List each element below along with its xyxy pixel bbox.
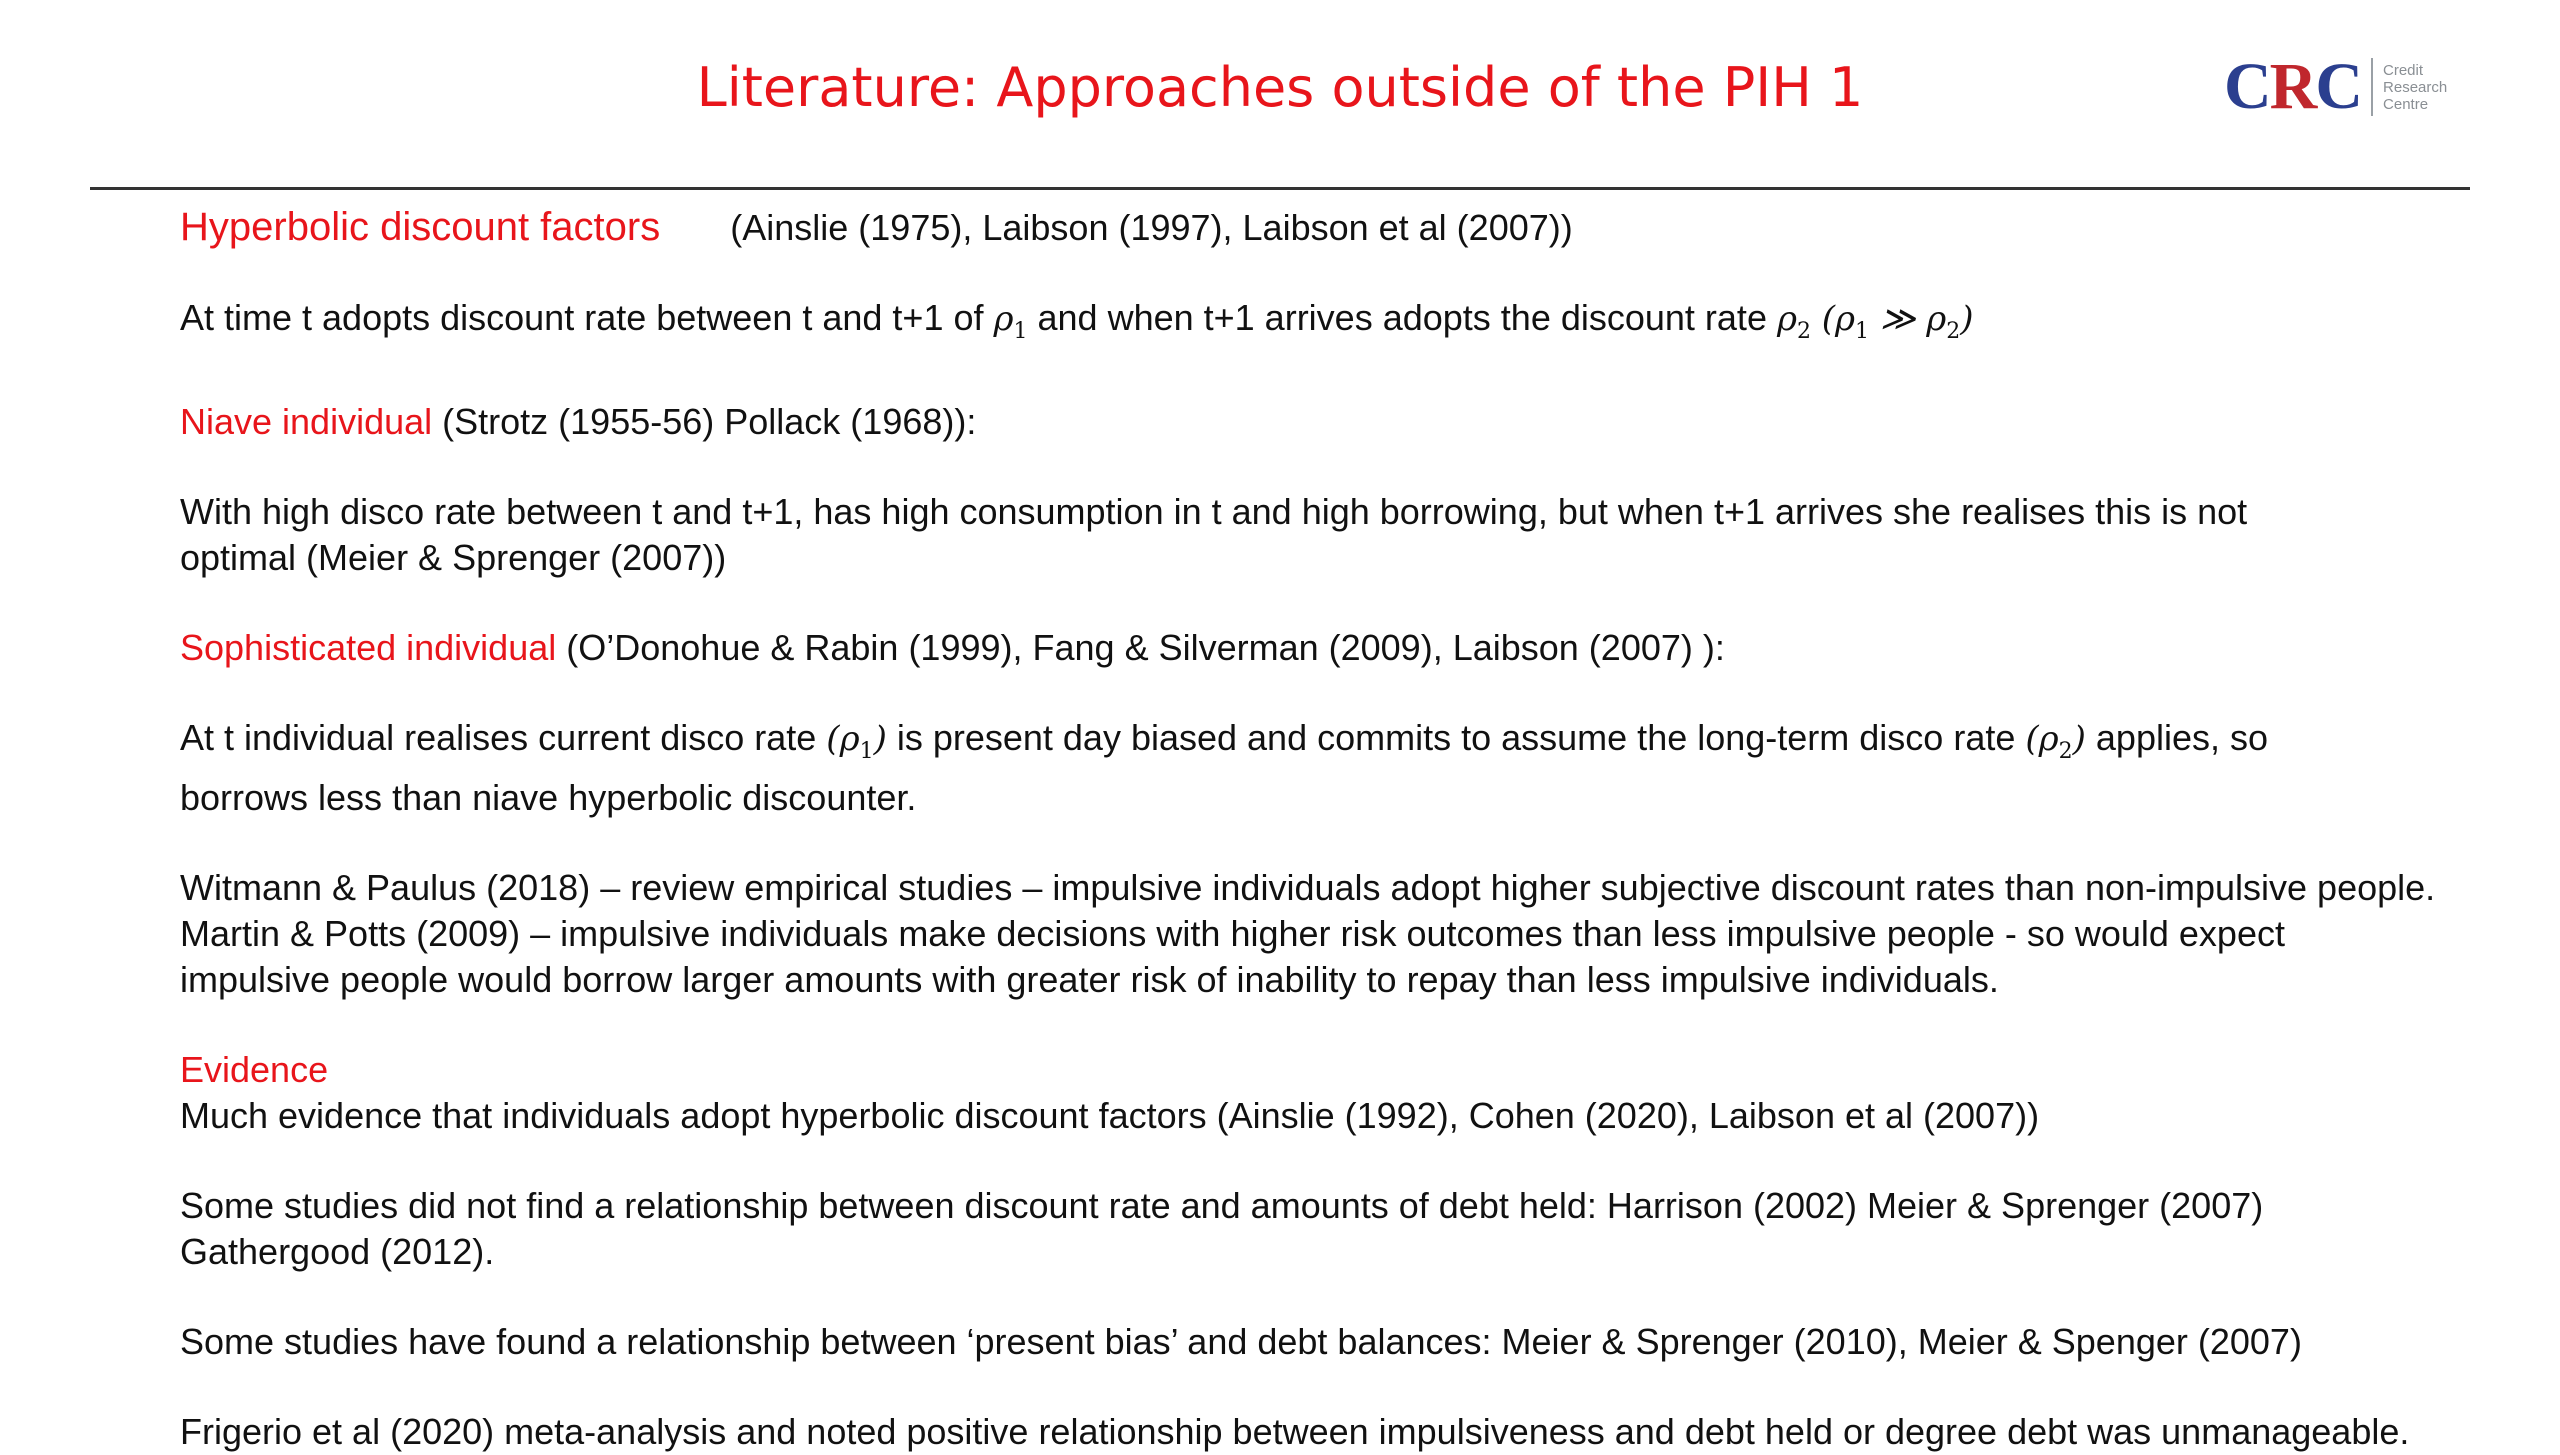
hyperbolic-heading-line [180, 204, 2540, 251]
naive-heading: Niave individual [180, 400, 433, 442]
naive-heading-line [180, 399, 2540, 445]
sophisticated-text-line-2: borrows less than niave hyperbolic discounter. [180, 776, 917, 818]
crc-logo [2224, 52, 2447, 122]
discount-rate-line: At time t adopts discount rate between t and t+1 of $\rho_1$ and when t+1 arrives adopts the discount rate $\rho_2$ ($\rho_1$ ≫ $\rho_2$) [180, 297, 1974, 344]
title-divider [90, 187, 2470, 190]
hyperbolic-heading: Hyperbolic discount factors [180, 205, 661, 249]
rho1-symbol: $(\rho_1)$ [826, 718, 887, 764]
impulsive-line-1: Witmann & Paulus (2018) – review empirical studies – impulsive individuals adopt higher subjective discount rates than non-impulsive people. [180, 866, 2436, 908]
present-bias-line: Some studies have found a relationship between ‘present bias’ and debt balances: Meier & Sprenger (2010), Meier & Spenger (2007) [180, 1320, 2302, 1362]
slide-body [180, 204, 2540, 1455]
no-relation-line-1: Some studies did not find a relationship between discount rate and amounts of debt held: Harrison (2002) Meier & Sprenger (2007) [180, 1184, 2264, 1226]
rho2-symbol: $(\rho_2)$ [2025, 718, 2086, 764]
frigerio-line: Frigerio et al (2020) meta-analysis and noted positive relationship between impulsiveness and debt held or degree debt was unmanageable. [180, 1410, 2410, 1452]
sophisticated-text-line-1: At t individual realises current disco rate $(\rho_1)$ is present day biased and commits to assume the long-term disco rate $(\rho_2)$ applies, so [180, 716, 2269, 764]
hyperbolic-refs: (Ainslie (1975), Laibson (1997), Laibson et al (2007)) [730, 207, 1573, 248]
sophisticated-heading-line [180, 625, 2540, 671]
evidence-line-1: Much evidence that individuals adopt hyperbolic discount factors (Ainslie (1992), Cohen (2020), Laibson et al (2007)) [180, 1094, 2040, 1136]
rho2-symbol: $\rho_2$ ($\rho_1$ ≫ $\rho_2$) [1776, 299, 1974, 344]
impulsive-line-3: impulsive people would borrow larger amounts with greater risk of inability to repay than less impulsive individuals. [180, 958, 1999, 1000]
sophisticated-heading: Sophisticated individual [180, 626, 557, 668]
logo-divider [2371, 58, 2373, 116]
naive-text-line-2: optimal (Meier & Sprenger (2007)) [180, 536, 727, 578]
naive-text-line-1: With high disco rate between t and t+1, has high consumption in t and high borrowing, but when t+1 arrives she realises this is not [180, 490, 2248, 532]
naive-refs: (Strotz (1955-56) Pollack (1968)): [432, 400, 977, 442]
logo-mark: CRC [2224, 50, 2362, 123]
rho1-symbol: $\rho_1$ [993, 299, 1028, 344]
logo-subtitle: Credit Research Centre [2383, 61, 2448, 113]
sophisticated-refs: (O’Donohue & Rabin (1999), Fang & Silverman (2009), Laibson (2007) ): [556, 626, 1725, 668]
evidence-heading: Evidence [180, 1048, 329, 1090]
slide-title: Literature: Approaches outside of the PIH 1 [696, 56, 1864, 119]
impulsive-line-2: Martin & Potts (2009) – impulsive individuals make decisions with higher risk outcomes than less impulsive people - so would expect [180, 912, 2285, 954]
no-relation-line-2: Gathergood (2012). [180, 1230, 495, 1272]
